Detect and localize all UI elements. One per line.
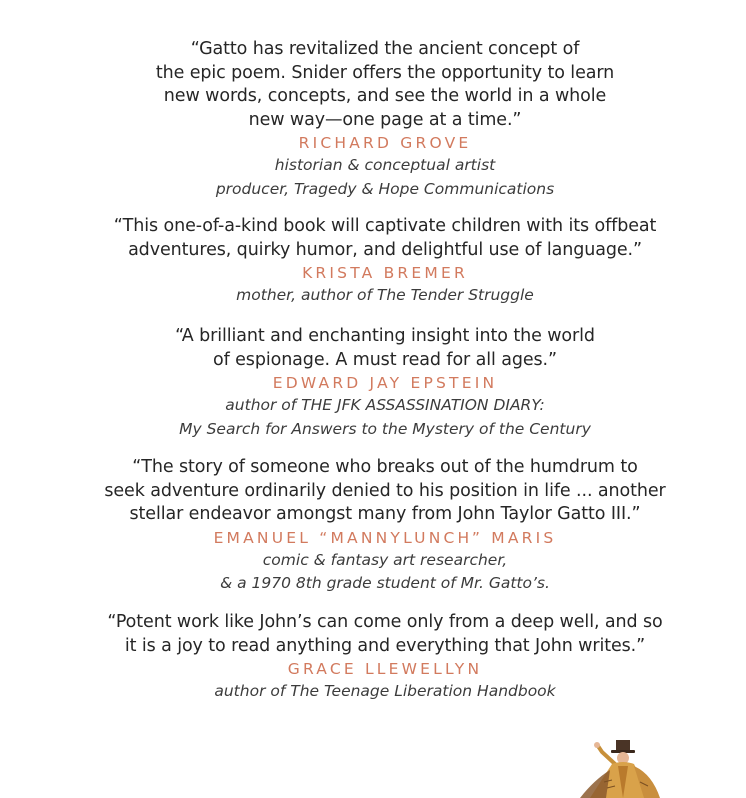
blurb-author-role: My Search for Answers to the Mystery of the Century [179, 419, 591, 438]
blurb-author-name: GRACE LLEWELLYN [287, 660, 483, 678]
blurb-author-name: EDWARD JAY EPSTEIN [272, 374, 498, 392]
blurb-grace-llewellyn [0, 611, 746, 704]
blurb-quote: “This one-of-a-kind book will captivate children with its offbeat adventures, quirky humor, and delightful use of language.” [113, 216, 657, 260]
blurb-author-role: & a 1970 8th grade student of Mr. Gatto’s. [220, 574, 550, 592]
blurb-richard-grove [0, 38, 746, 201]
blurb-author-name: EMANUEL “MANNYLUNCH” MARIS [213, 528, 557, 547]
blurb-author-role: comic & fantasy art researcher, [262, 550, 508, 569]
blurb-author-name: RICHARD GROVE [298, 134, 472, 152]
blurb-author-role: author of THE JFK ASSASSINATION DIARY: [225, 396, 545, 414]
blurb-quote: “A brilliant and enchanting insight into the world of espionage. A must read for all ages.” [175, 326, 595, 370]
blurb-quote: “Gatto has revitalized the ancient concept of the epic poem. Snider offers the opportunity to learn new words, concepts, and see the world in a whole new way—one page at a time.” [155, 39, 615, 130]
blurb-quote: “Potent work like John’s can come only from a deep well, and so it is a joy to read anything and everything that John writes.” [107, 612, 663, 656]
blurb-author-role: historian & conceptual artist [274, 156, 496, 174]
blurb-author-role: author of The Teenage Liberation Handbook [214, 682, 556, 700]
blurb-author-role: mother, author of The Tender Struggle [236, 286, 534, 304]
blurb-emanuel-maris [0, 456, 746, 596]
blurb-krista-bremer [0, 215, 746, 308]
blurb-author-name: KRISTA BREMER [302, 264, 468, 282]
blurb-quote: “The story of someone who breaks out of the humdrum to seek adventure ordinarily denied to his position in life ... another stellar endeavor amongst many from John Taylor Gatto III.” [104, 457, 666, 524]
blurb-edward-jay-epstein [0, 325, 746, 441]
blurb-author-role: producer, Tragedy & Hope Communications [215, 179, 555, 198]
figure-in-top-hat-illustration [560, 730, 680, 798]
